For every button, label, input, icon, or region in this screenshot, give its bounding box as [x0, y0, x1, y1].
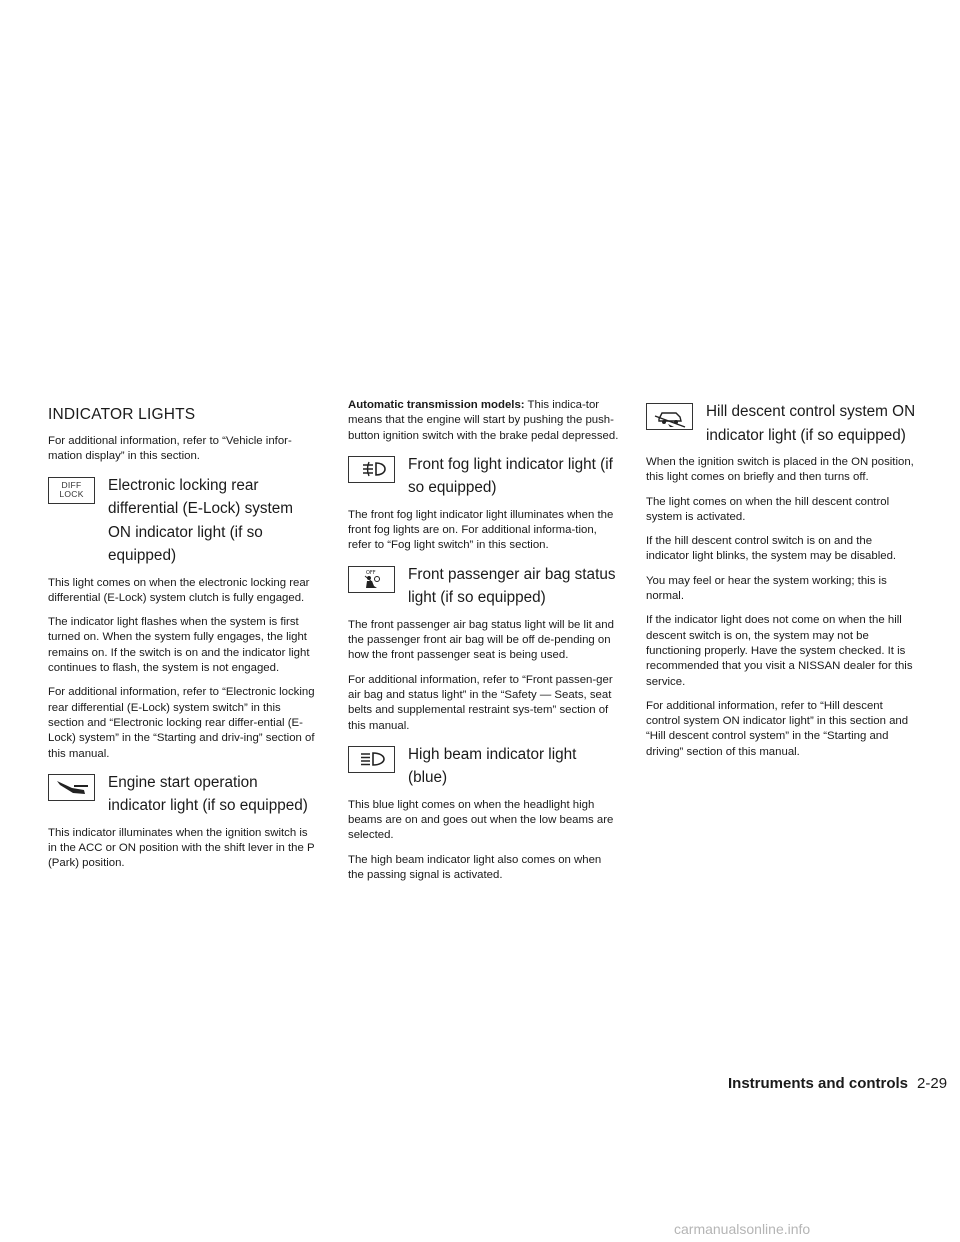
high-beam-icon [348, 746, 395, 773]
diff-lock-icon [48, 477, 95, 504]
hdc-paragraph-2: The light comes on when the hill descent control system is activated. [646, 495, 890, 523]
engine-start-indicator-title: Engine start operation indicator light (if so equipped) [108, 773, 308, 815]
passenger-airbag-off-icon [348, 566, 395, 593]
hdc-paragraph-3: If the hill descent control switch is on and the indicator light blinks, the system may be disabled. [646, 535, 897, 563]
high-beam-indicator-title: High beam indicator light (blue) [408, 745, 577, 787]
hdc-paragraph-1: When the ignition switch is placed in the ON position, this light comes on briefly and then turns off. [646, 456, 914, 484]
airbag-paragraph-2: For additional information, refer to “Front passen-ger air bag and status light” in the “Safety — Seats, seat belts and supplemental restraint sys-tem” section of this manual. [348, 673, 613, 732]
airbag-indicator-header [348, 563, 619, 610]
foot-on-pedal-icon [48, 774, 95, 801]
footer-section-title: Instruments and controls [728, 1075, 909, 1092]
diff-lock-icon-line2: LOCK [59, 489, 84, 500]
hdc-indicator-title: Hill descent control system ON indicator light (if so equipped) [706, 403, 916, 444]
auto-transmission-text: This indica-tor means that the engine will start by pushing the push-button ignition switch with the brake pedal depressed. [348, 399, 619, 442]
hill-descent-control-icon [646, 403, 693, 430]
elock-paragraph-2: The indicator light flashes when the system is first turned on. When the system fully engages, the light remains on. If the switch is on and the indicator light continues to flash, the system is not engaged. [48, 616, 310, 675]
high-beam-paragraph-1: This blue light comes on when the headlight high beams are on and goes out when the low beams are selected. [348, 798, 614, 842]
column-right [646, 398, 917, 769]
engine-start-indicator-header [48, 771, 319, 818]
elock-paragraph-3: For additional information, refer to “Electronic locking rear differential (E-Lock) system switch” in this section and “Electronic locking rear differ-ential (E-Lock) system” in the “Starting and driv-ing” section of this manual. [48, 686, 315, 760]
elock-paragraph-1: This light comes on when the electronic locking rear differential (E-Lock) system clutch is fully engaged. [48, 576, 310, 604]
hdc-paragraph-4: You may feel or hear the system working; this is normal. [646, 574, 887, 603]
watermark: carmanualsonline.info [674, 1221, 811, 1237]
column-middle [348, 398, 619, 892]
hdc-paragraph-6: For additional information, refer to “Hill descent control system ON indicator light” in this section and “Hill descent control system” in the “Starting and driving” section of this manual. [646, 699, 909, 758]
airbag-indicator-title: Front passenger air bag status light (if so equipped) [408, 565, 616, 607]
column-left [48, 398, 319, 881]
diff-lock-icon-line1: DIFF [61, 480, 82, 491]
airbag-icon-text: OFF [365, 570, 376, 577]
airbag-paragraph-1: The front passenger air bag status light will be lit and the passenger front air bag will be off de-pending on how the front passenger seat is being used. [348, 618, 614, 662]
elock-indicator-title: Electronic locking rear differential (E-Lock) system ON indicator light (if so equipped) [108, 476, 294, 565]
engine-start-paragraph-1: This indicator illuminates when the ignition switch is in the ACC or ON position with the shift lever in the P (Park) position. [48, 826, 315, 870]
elock-indicator-header [48, 474, 319, 568]
section-heading: INDICATOR LIGHTS [48, 406, 196, 423]
high-beam-indicator-header [348, 743, 619, 790]
fog-paragraph-1: The front fog light indicator light illuminates when the front fog lights are on. For additional informa-tion, refer to “Fog light switch” in this section. [348, 508, 614, 552]
hdc-paragraph-5: If the indicator light does not come on when the hill descent switch is on, the system may not be functioning properly. Have the system checked. It is recommended that you visit a NISSAN dealer for this service. [646, 614, 913, 688]
intro-paragraph: For additional information, refer to “Vehicle infor-mation display” in this section. [48, 435, 292, 463]
fog-indicator-title: Front fog light indicator light (if so equipped) [408, 455, 613, 497]
auto-transmission-label: Automatic transmission models: [348, 399, 525, 411]
fog-indicator-header [348, 453, 619, 500]
front-fog-light-icon [348, 456, 395, 483]
page-number: 2-29 [917, 1075, 948, 1092]
auto-transmission-paragraph [348, 398, 619, 444]
page-footer [728, 1075, 947, 1092]
hdc-indicator-header [646, 400, 917, 447]
high-beam-paragraph-2: The high beam indicator light also comes on when the passing signal is activated. [348, 853, 602, 882]
